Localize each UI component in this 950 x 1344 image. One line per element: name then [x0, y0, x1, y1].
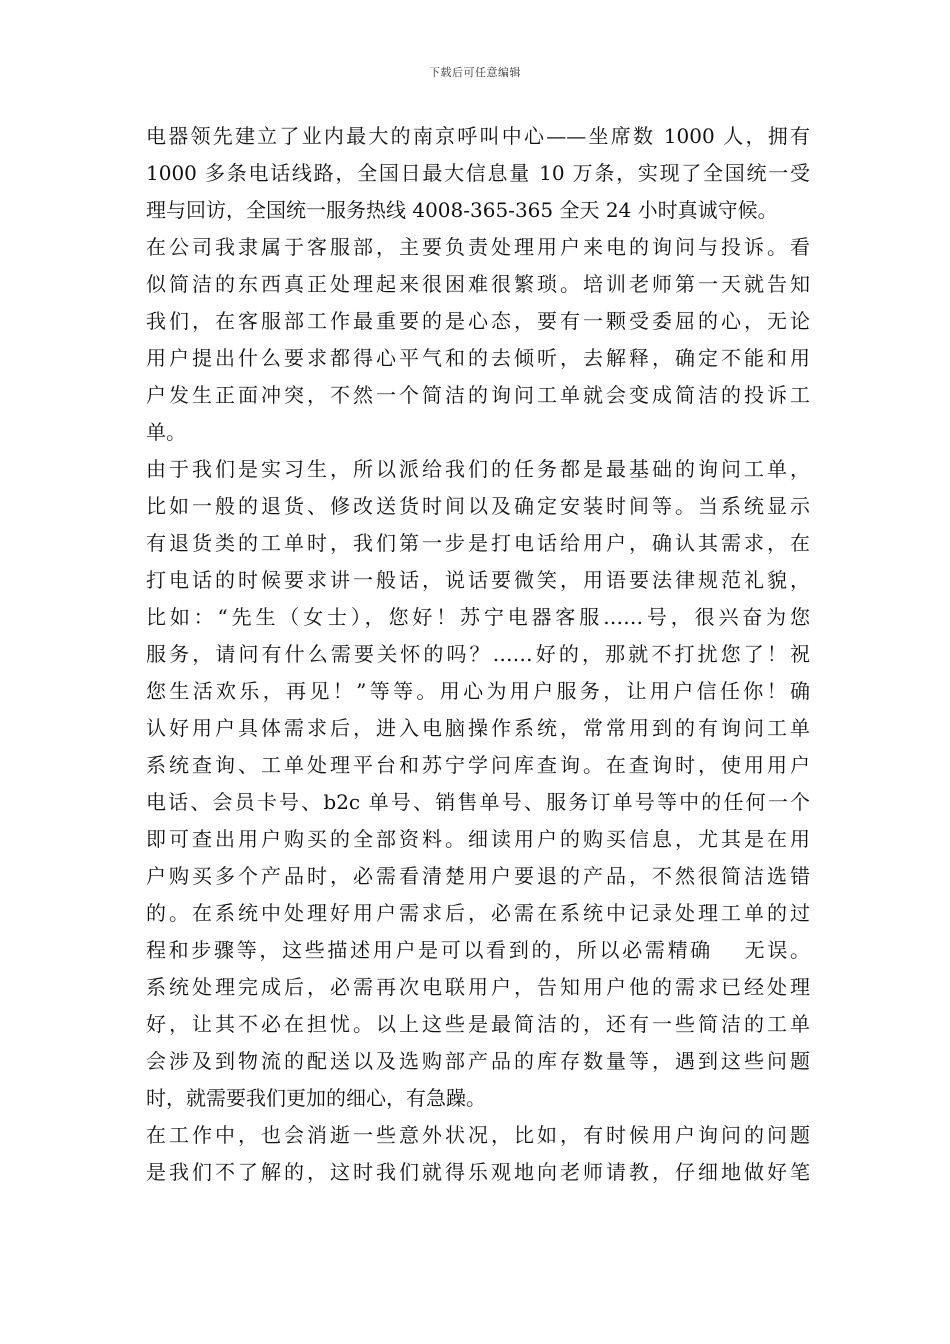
text-line: 系统处理完成后，必需再次电联用户，告知用户他的需求已经处理 [146, 975, 810, 999]
text-line: 认好用户具体需求后，进入电脑操作系统，常常用到的有询问工单 [146, 716, 810, 740]
page-header: 下载后可任意编辑 [429, 66, 521, 79]
text-line: 户发生正面冲突，不然一个简洁的询问工单就会变成简洁的投诉工 [146, 383, 810, 407]
text-line: 1000 多条电话线路，全国日最大信息量 10 万条，实现了全国统一受 [146, 161, 810, 185]
text-line: 是我们不了解的，这时我们就得乐观地向老师请教，仔细地做好笔 [146, 1160, 810, 1184]
text-line: 好，让其不必在担忧。以上这些是最简洁的，还有一些简洁的工单 [146, 1012, 810, 1036]
text-line: 由于我们是实习生，所以派给我们的任务都是最基础的询问工单， [146, 457, 810, 481]
text-line: 用户提出什么要求都得心平气和的去倾听，去解释，确定不能和用 [146, 346, 810, 370]
text-line: 电器领先建立了业内最大的南京呼叫中心——坐席数 1000 人，拥有 [146, 124, 810, 148]
text-line: 理与回访，全国统一服务热线 4008-365-365 全天 24 小时真诚守候。 [146, 198, 778, 222]
text-line: 会涉及到物流的配送以及选购部产品的库存数量等，遇到这些问题 [146, 1049, 810, 1073]
text-line: 的。在系统中处理好用户需求后，必需在系统中记录处理工单的过 [146, 901, 810, 925]
text-line: 单。 [146, 420, 186, 444]
text-line: 在工作中，也会消逝一些意外状况，比如，有时候用户询问的问题 [146, 1123, 810, 1147]
text-line: 您生活欢乐，再见！”等等。用心为用户服务，让用户信任你！确 [146, 679, 810, 703]
document-body [146, 118, 810, 1191]
text-line: 程和步骤等，这些描述用户是可以看到的，所以必需精确 无误。 [146, 938, 810, 962]
text-line: 有退货类的工单时，我们第一步是打电话给用户，确认其需求，在 [146, 531, 810, 555]
text-line: 时，就需要我们更加的细心，有急躁。 [146, 1086, 486, 1110]
text-line: 电话、会员卡号、b2c 单号、销售单号、服务订单号等中的任何一个 [146, 790, 810, 814]
text-line: 服务，请问有什么需要关怀的吗？……好的，那就不打扰您了！祝 [146, 642, 810, 666]
text-line: 系统查询、工单处理平台和苏宁学问库查询。在查询时，使用用户 [146, 753, 810, 777]
text-line: 户购买多个产品时，必需看清楚用户要退的产品，不然很简洁选错 [146, 864, 810, 888]
text-line: 在公司我隶属于客服部，主要负责处理用户来电的询问与投诉。看 [146, 235, 810, 259]
text-line: 比如一般的退货、修改送货时间以及确定安装时间等。当系统显示 [146, 494, 810, 518]
text-line: 我们，在客服部工作最重要的是心态，要有一颗受委屈的心，无论 [146, 309, 810, 333]
text-line: 即可查出用户购买的全部资料。细读用户的购买信息，尤其是在用 [146, 827, 810, 851]
text-line: 打电话的时候要求讲一般话，说话要微笑，用语要法律规范礼貌， [146, 568, 810, 592]
text-line: 似简洁的东西真正处理起来很困难很繁琐。培训老师第一天就告知 [146, 272, 810, 296]
text-line: 比如：“先生（女士），您好！苏宁电器客服……号，很兴奋为您 [146, 605, 810, 629]
